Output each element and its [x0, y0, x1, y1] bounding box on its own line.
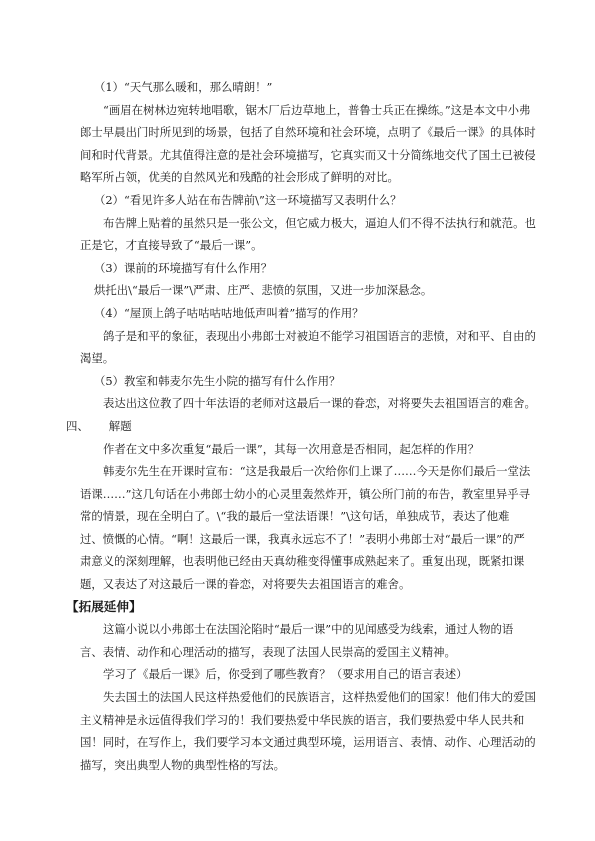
ext-question: 学习了《最后一课》后，你受到了哪些教育？（要求用自己的语言表述） [103, 667, 468, 682]
ext-answer-line: 描写，突出典型人物的典型性格的写法。 [80, 757, 286, 772]
q5-title: （5）教室和韩麦尔先生小院的描写有什么作用？ [94, 373, 341, 388]
s4-body-line: 韩麦尔先生在开课时宣布：“这是我最后一次给你们上课了……今天是你们最后一堂法 [103, 464, 531, 479]
q2-body-line: 正是它，才直接导致了“最后一课”。 [80, 238, 263, 253]
ext-answer-line: 主义精神是永远值得我们学习的！我们要热爱中华民族的语言，我们要热爱中华人民共和 [80, 712, 525, 727]
ext-answer-line: 国！同时，在写作上，我们要学习本文通过典型环境，运用语言、表情、动作、心理活动的 [80, 735, 536, 750]
q3-body-line: 烘托出\“最后一课”\严肃、庄严、悲愤的氛围，又进一步加深悬念。 [94, 283, 433, 298]
q1-body-line: 郎士早晨出门时所见到的场景，包括了自然环境和社会环境，点明了《最后一课》的具体时 [80, 125, 536, 140]
s4-body-line: 肃意义的深刻理解，也表明他已经由天真幼稚变得懂事成熟起来了。重复出现，既紧扣课 [80, 554, 525, 569]
extension-heading: 【拓展延伸】 [66, 598, 142, 614]
q1-body-line: 间和时代背景。尤其值得注意的是社会环境描写，它真实而又十分简练地交代了国土已被侵 [80, 147, 536, 162]
ext-body-line: 这篇小说以小弗郎士在法国沦陷时“最后一课”中的见闻感受为线索，通过人物的语 [103, 622, 514, 637]
ext-body-line: 言、表情、动作和心理活动的描写，表现了法国人民崇高的爱国主义精神。 [80, 644, 456, 659]
section-heading [66, 415, 518, 438]
q4-body-line: 鸽子是和平的象征，表现出小弗郎士对被迫不能学习祖国语言的悲愤，对和平、自由的 [103, 328, 536, 343]
section-title: 解题 [108, 418, 132, 433]
s4-body-line: 过、愤慨的心情。“啊！这最后一课，我真永远忘不了！”表明小弗郎士对“最后一课”的严 [80, 531, 525, 546]
q1-body-line: 略军所占领，优美的自然风光和残酷的社会形成了鲜明的对比。 [80, 170, 399, 185]
section-number: 四、 [66, 418, 89, 433]
document-page [66, 76, 536, 776]
s4-body-line: 常的情景，现在全明白了。\“我的最后一堂法语课！”\这句话，单独成节，表达了他难 [80, 509, 510, 524]
s4-body-line: 语课……”这几句话在小弗郎士幼小的心灵里轰然炸开，镇公所门前的布告，教室里异乎寻 [80, 486, 531, 501]
q4-title: （4）“屋顶上鸽子咕咕咕咕地低声叫着”描写的作用？ [94, 305, 364, 320]
q1-body-line: “画眉在树林边宛转地唱歌，锯木厂后边草地上，普鲁士兵正在操练。”这是本文中小弗 [103, 102, 531, 117]
q3-title: （3）课前的环境描写有什么作用？ [94, 260, 273, 275]
q2-body-line: 布告牌上贴着的虽然只是一张公文，但它威力极大，逼迫人们不得不法执行和就范。也 [103, 215, 536, 230]
s4-body-line: 题，又表达了对这最后一课的眷恋，对将要失去祖国语言的难舍。 [80, 577, 411, 592]
ext-answer-line: 失去国土的法国人民这样热爱他们的民族语言，这样热爱他们的国家！他们伟大的爱国 [103, 690, 536, 705]
q5-body-line: 表达出这位教了四十年法语的老师对这最后一课的眷恋，对将要失去祖国语言的难舍。 [103, 396, 536, 411]
s4-question: 作者在文中多次重复“最后一课”，其每一次用意是否相同，起怎样的作用？ [103, 441, 480, 456]
q1-title: （1）“天气那么暖和，那么晴朗！” [94, 80, 273, 94]
q4-body-line: 渴望。 [80, 351, 115, 366]
q2-title: （2）“看见许多人站在布告牌前\”这一环境描写又表明什么？ [94, 192, 402, 207]
